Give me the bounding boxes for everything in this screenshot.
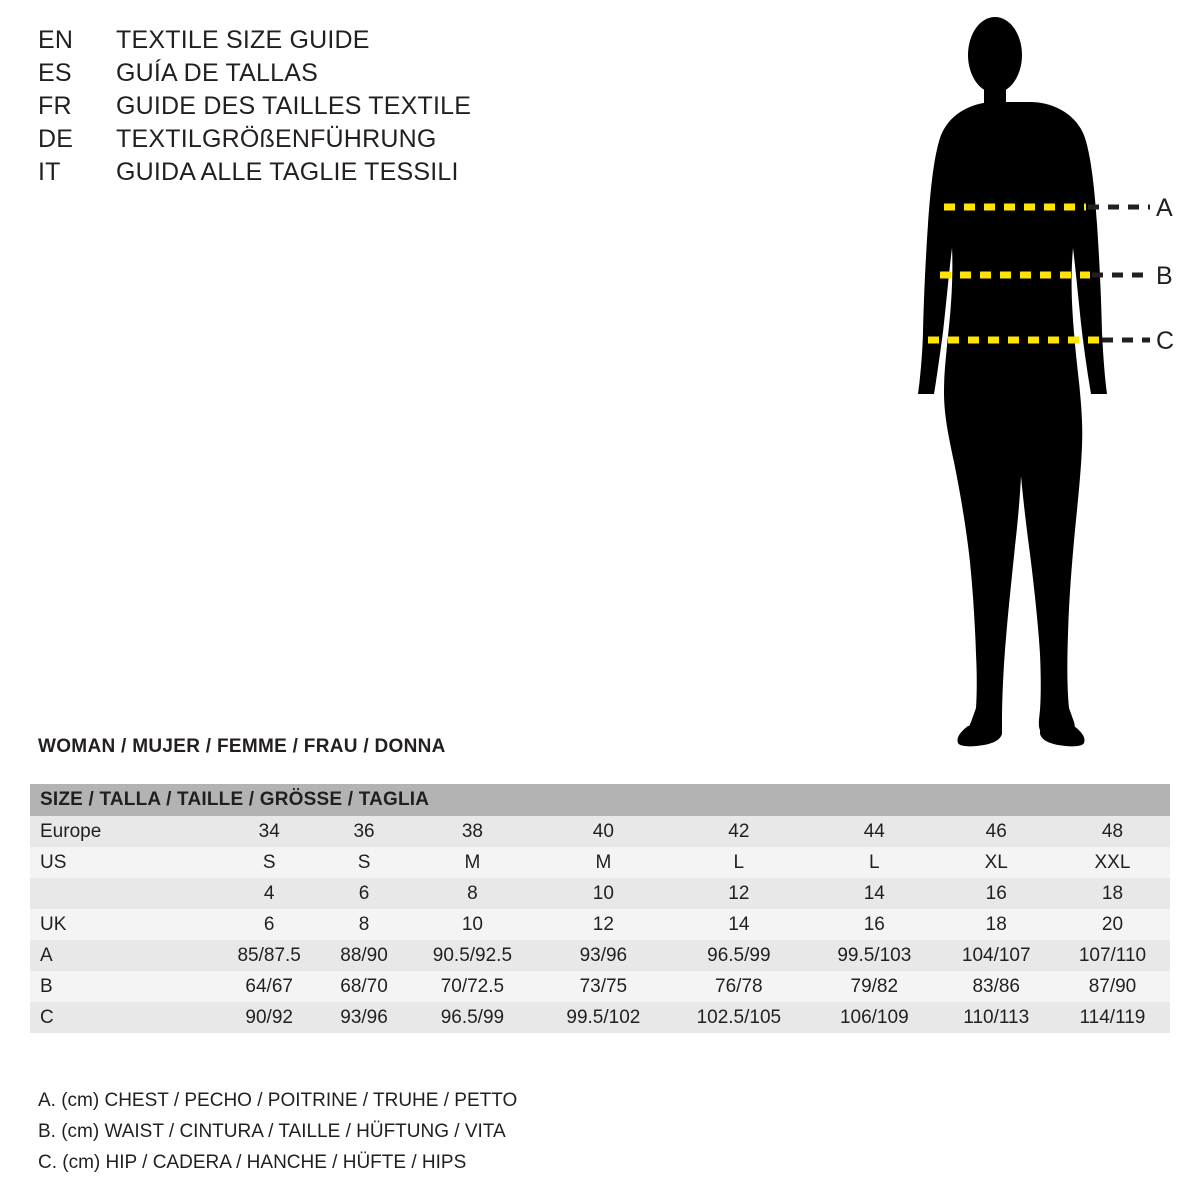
language-code: FR [38,92,72,120]
row-label: UK [30,909,215,940]
table-row [30,847,1170,878]
table-cell: 40 [540,816,666,847]
table-cell: 90/92 [215,1002,323,1033]
table-cell: 104/107 [938,940,1055,971]
row-label: Europe [30,816,215,847]
title-row [38,59,558,92]
table-cell: 16 [811,909,937,940]
table-cell: 12 [667,878,812,909]
table-cell: 36 [323,816,404,847]
table-cell: 76/78 [667,971,812,1002]
size-table [30,784,1170,1033]
table-cell: 96.5/99 [405,1002,540,1033]
table-cell: 8 [323,909,404,940]
title-row [38,26,558,59]
table-cell: 73/75 [540,971,666,1002]
table-body [30,816,1170,1033]
table-cell: 42 [667,816,812,847]
table-cell: M [405,847,540,878]
table-cell: 107/110 [1055,940,1170,971]
table-cell: 88/90 [323,940,404,971]
table-cell: 12 [540,909,666,940]
female-silhouette-icon [860,10,1180,750]
measure-label-a: A [1156,194,1173,222]
language-code: DE [38,125,74,153]
title-row [38,158,558,191]
language-title: TEXTILE SIZE GUIDE [116,26,370,54]
table-cell: 10 [540,878,666,909]
table-cell: 10 [405,909,540,940]
table-cell: 6 [215,909,323,940]
table-row [30,909,1170,940]
table-row [30,878,1170,909]
table-cell: 87/90 [1055,971,1170,1002]
table-header-row [30,784,1170,816]
table-cell: 14 [667,909,812,940]
table-cell: 48 [1055,816,1170,847]
table-cell: S [215,847,323,878]
table-cell: 4 [215,878,323,909]
table-cell: XXL [1055,847,1170,878]
table-cell: 34 [215,816,323,847]
table-cell: 93/96 [323,1002,404,1033]
table-cell: 18 [938,909,1055,940]
table-cell: 20 [1055,909,1170,940]
table-cell: 6 [323,878,404,909]
title-row [38,125,558,158]
table-cell: M [540,847,666,878]
footnote-hip: C. (cm) HIP / CADERA / HANCHE / HÜFTE / HIPS [38,1152,467,1173]
title-row [38,92,558,125]
measurement-figure [860,10,1180,750]
footnote-chest: A. (cm) CHEST / PECHO / POITRINE / TRUHE / PETTO [38,1090,518,1111]
table-row [30,816,1170,847]
row-label: A [30,940,215,971]
table-cell: L [811,847,937,878]
table-cell: 102.5/105 [667,1002,812,1033]
table-cell: 68/70 [323,971,404,1002]
table-cell: 14 [811,878,937,909]
table-cell: 16 [938,878,1055,909]
row-label: C [30,1002,215,1033]
table-cell: 64/67 [215,971,323,1002]
footnotes [38,1090,738,1183]
language-title: TEXTILGRÖßENFÜHRUNG [116,125,437,153]
language-title: GUIDE DES TAILLES TEXTILE [116,92,472,120]
table-cell: 8 [405,878,540,909]
table-cell: 99.5/102 [540,1002,666,1033]
table-cell: 99.5/103 [811,940,937,971]
language-title-block [38,26,558,191]
table-cell: L [667,847,812,878]
table-cell: XL [938,847,1055,878]
table-cell: 114/119 [1055,1002,1170,1033]
table-cell: S [323,847,404,878]
table-header-cell: SIZE / TALLA / TAILLE / GRÖSSE / TAGLIA [30,784,1170,816]
measure-label-c: C [1156,327,1175,355]
table-cell: 18 [1055,878,1170,909]
language-code: IT [38,158,61,186]
table-cell: 85/87.5 [215,940,323,971]
table-cell: 110/113 [938,1002,1055,1033]
row-label: B [30,971,215,1002]
table-row [30,971,1170,1002]
table-cell: 93/96 [540,940,666,971]
table-cell: 70/72.5 [405,971,540,1002]
section-label-woman: WOMAN / MUJER / FEMME / FRAU / DONNA [38,736,446,757]
table-cell: 90.5/92.5 [405,940,540,971]
table-head [30,784,1170,816]
table-row [30,940,1170,971]
measure-label-b: B [1156,262,1173,290]
row-label [30,878,215,909]
table-cell: 44 [811,816,937,847]
language-code: ES [38,59,72,87]
row-label: US [30,847,215,878]
footnote-waist: B. (cm) WAIST / CINTURA / TAILLE / HÜFTUNG / VITA [38,1121,506,1142]
language-title: GUIDA ALLE TAGLIE TESSILI [116,158,459,186]
table-cell: 38 [405,816,540,847]
table-cell: 83/86 [938,971,1055,1002]
table-cell: 96.5/99 [667,940,812,971]
table-cell: 79/82 [811,971,937,1002]
language-title: GUÍA DE TALLAS [116,59,318,87]
table-cell: 106/109 [811,1002,937,1033]
table-cell: 46 [938,816,1055,847]
language-code: EN [38,26,74,54]
table-row [30,1002,1170,1033]
